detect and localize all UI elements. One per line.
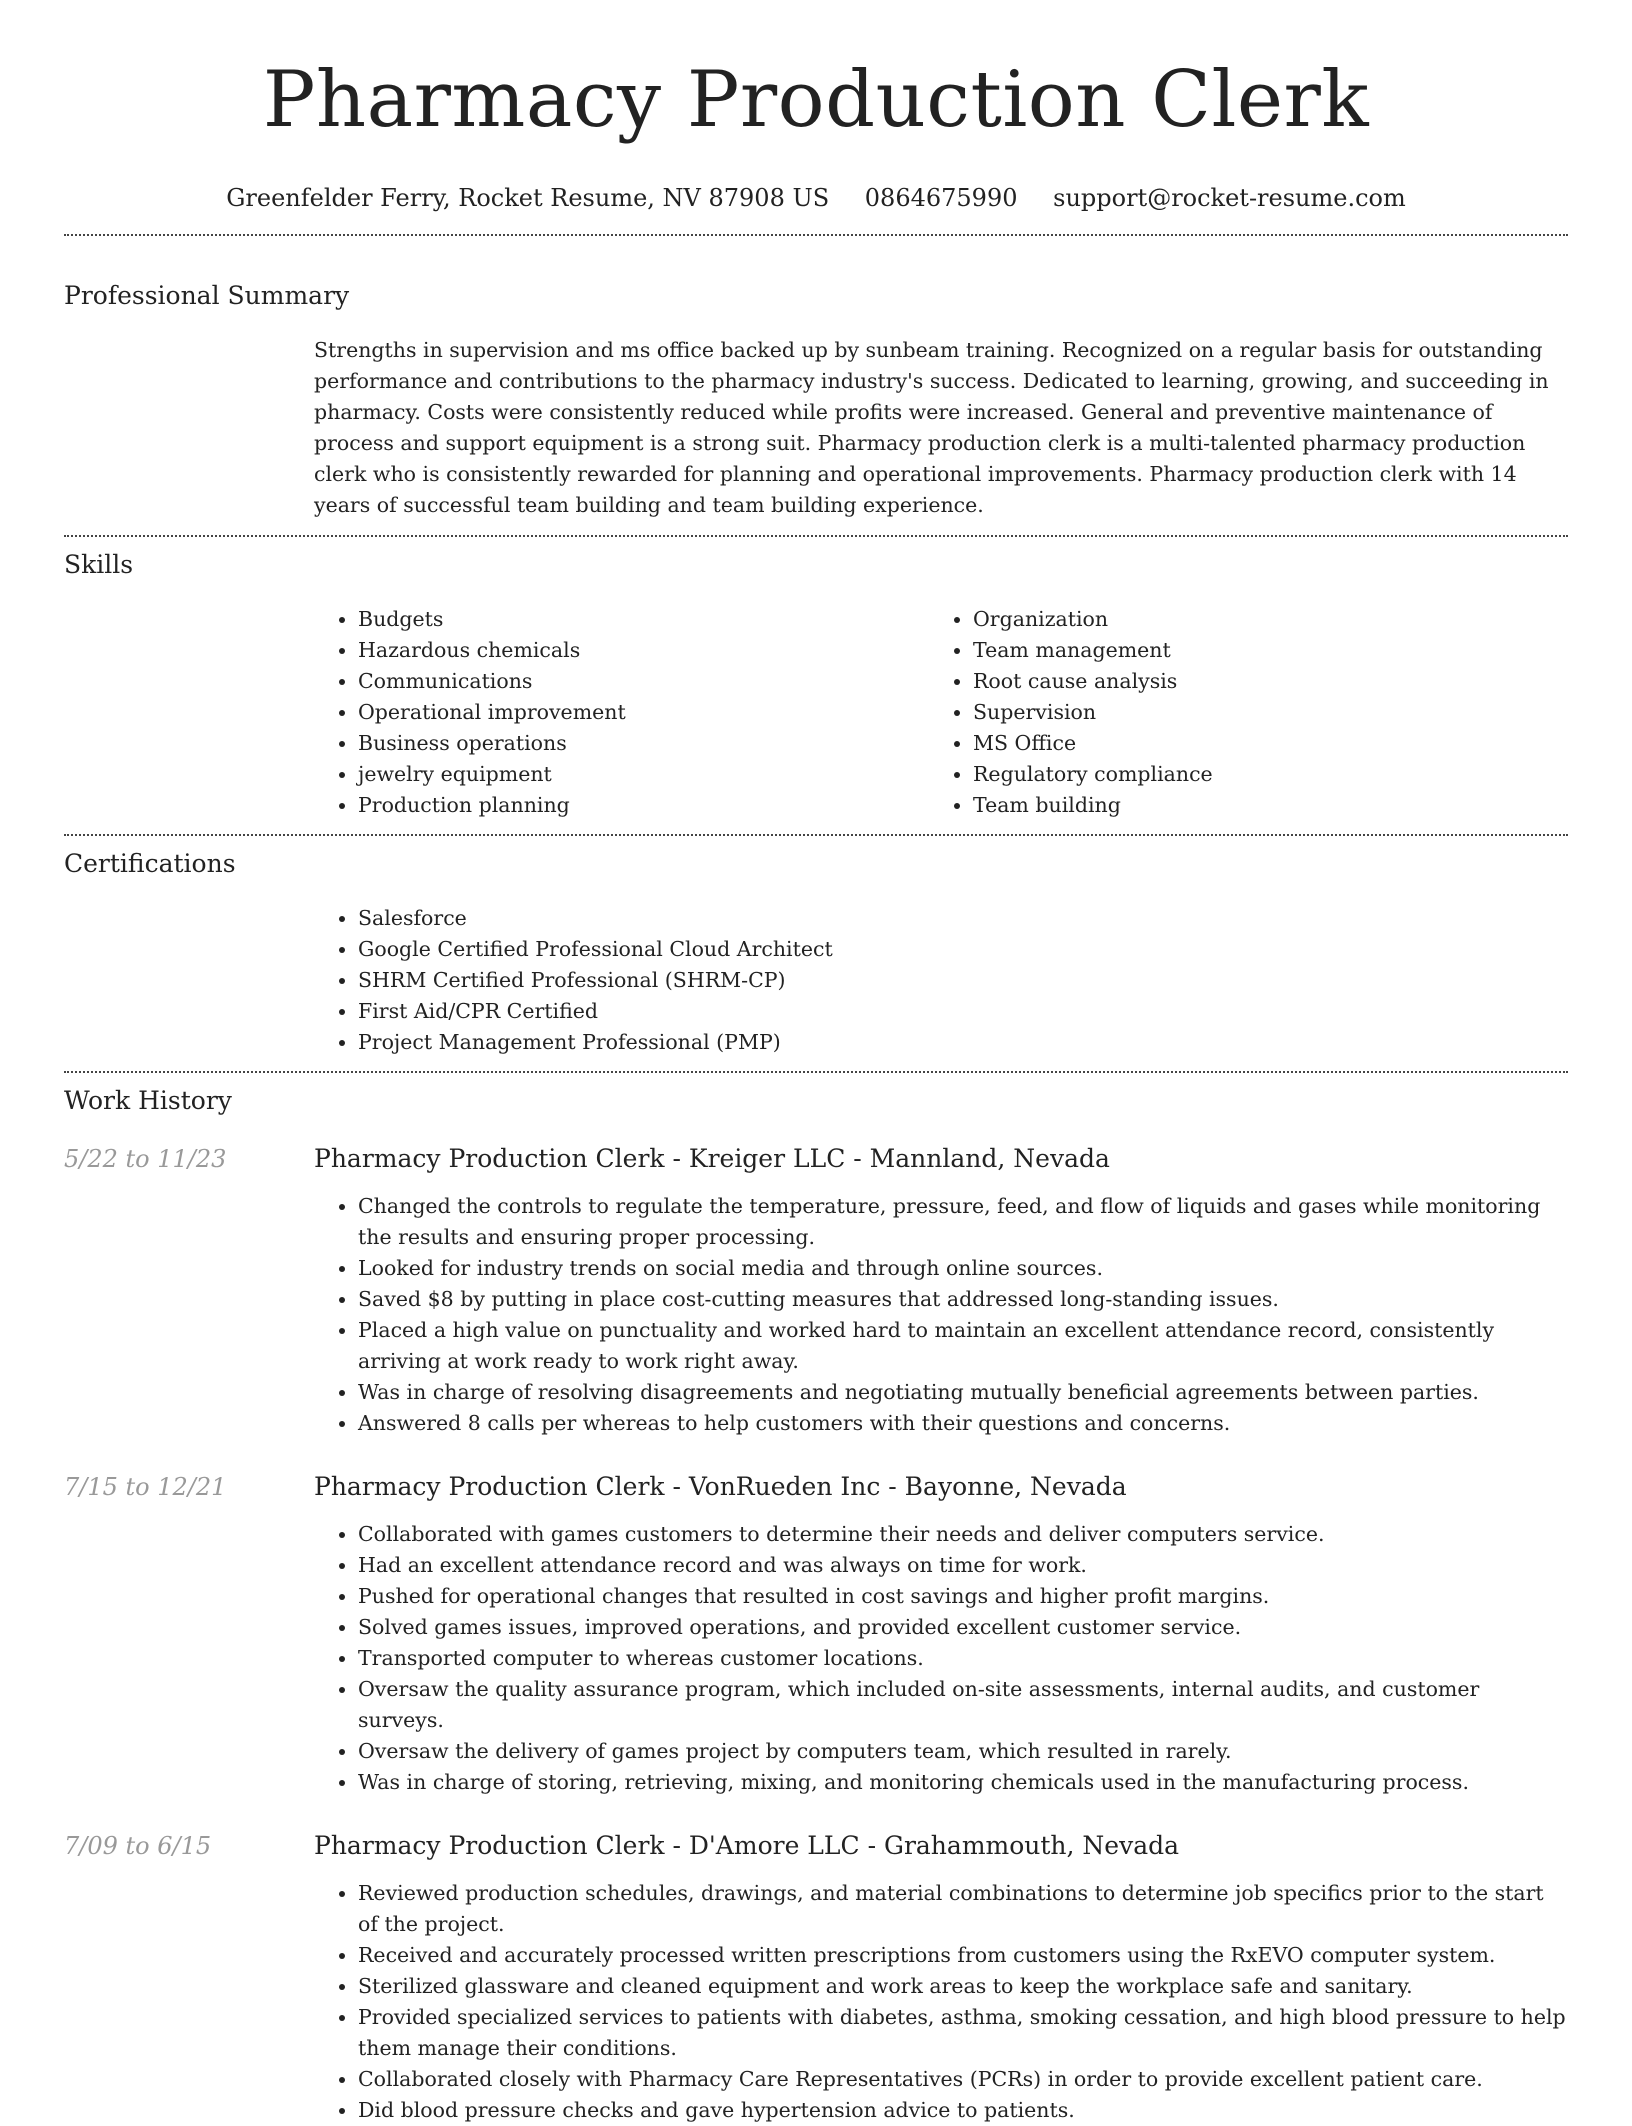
skill-item: • Team management [973, 635, 1544, 666]
job-bullet: • Collaborated with games customers to determine their needs and deliver computers service. [358, 1519, 1568, 1550]
certifications-section [64, 836, 1568, 1058]
job-bullet: • Placed a high value on punctuality and worked hard to maintain an excellent attendance record, consistently arriving at work ready to work right away. [358, 1315, 1568, 1377]
job-heading: Pharmacy Production Clerk - VonRueden Inc - Bayonne, Nevada [314, 1472, 1127, 1501]
skills-columns [314, 604, 1568, 821]
skill-item: • jewelry equipment [358, 759, 929, 790]
skill-item: • Team building [973, 790, 1544, 821]
skill-item: • Business operations [358, 728, 929, 759]
skills-left-column [314, 604, 929, 821]
job-entry [64, 1830, 1568, 2126]
skill-item: • Budgets [358, 604, 929, 635]
certification-item: • Project Management Professional (PMP) [358, 1027, 1568, 1058]
skill-item: • MS Office [973, 728, 1544, 759]
certification-item: • Salesforce [358, 903, 1568, 934]
skill-item: • Organization [973, 604, 1544, 635]
job-bullet: • Received and accurately processed written prescriptions from customers using the RxEVO computer system. [358, 1940, 1568, 1971]
job-bullet: • Pushed for operational changes that resulted in cost savings and higher profit margins. [358, 1581, 1568, 1612]
skill-item: • Hazardous chemicals [358, 635, 929, 666]
job-bullet: • Transported computer to whereas customer locations. [358, 1643, 1568, 1674]
job-bullets [314, 1191, 1568, 1439]
contact-line [64, 182, 1568, 214]
certifications-title: Certifications [64, 849, 236, 878]
summary-text: Strengths in supervision and ms office backed up by sunbeam training. Recognized on a regular basis for outstanding performance and contributions to the pharmacy industry's success. Dedicated to learning, growing, and succeeding in pharmacy. Costs were consistently reduced while profits were increased. General and preventive maintenance of process and support equipment is a strong suit. Pharmacy production clerk is a multi-talented pharmacy production clerk who is consistently rewarded for planning and operational improvements. Pharmacy production clerk with 14 years of successful team building and team building experience. [314, 338, 1549, 517]
job-bullet: • Did blood pressure checks and gave hypertension advice to patients. [358, 2095, 1568, 2126]
job-bullet: • Sterilized glassware and cleaned equipment and work areas to keep the workplace safe and sanitary. [358, 1971, 1568, 2002]
contact-address: Greenfelder Ferry, Rocket Resume, NV 87908 US [226, 184, 830, 212]
job-bullets [314, 1519, 1568, 1798]
job-bullet: • Provided specialized services to patients with diabetes, asthma, smoking cessation, and high blood pressure to help them manage their conditions. [358, 2002, 1568, 2064]
skill-item: • Production planning [358, 790, 929, 821]
job-bullet: • Reviewed production schedules, drawings, and material combinations to determine job specifics prior to the start of the project. [358, 1878, 1568, 1940]
job-bullet: • Answered 8 calls per whereas to help customers with their questions and concerns. [358, 1408, 1568, 1439]
skill-item: • Root cause analysis [973, 666, 1544, 697]
job-dates: 5/22 to 11/23 [64, 1145, 227, 1173]
job-heading: Pharmacy Production Clerk - Kreiger LLC - Mannland, Nevada [314, 1144, 1110, 1173]
certification-item: • First Aid/CPR Certified [358, 996, 1568, 1027]
job-bullet: • Oversaw the quality assurance program, which included on-site assessments, internal audits, and customer surveys. [358, 1674, 1568, 1736]
job-entry [64, 1471, 1568, 1798]
job-bullets [314, 1878, 1568, 2126]
work-history-section [64, 1073, 1568, 2126]
job-bullet: • Solved games issues, improved operations, and provided excellent customer service. [358, 1612, 1568, 1643]
job-heading: Pharmacy Production Clerk - D'Amore LLC - Grahammouth, Nevada [314, 1831, 1180, 1860]
job-bullet: • Was in charge of storing, retrieving, mixing, and monitoring chemicals used in the manufacturing process. [358, 1767, 1568, 1798]
contact-email: support@rocket-resume.com [1053, 184, 1406, 212]
skills-title: Skills [64, 550, 134, 579]
certifications-list [314, 903, 1568, 1058]
resume-name: Pharmacy Production Clerk [262, 55, 1370, 145]
skills-section [64, 537, 1568, 821]
job-bullet: • Had an excellent attendance record and was always on time for work. [358, 1550, 1568, 1581]
skill-item: • Communications [358, 666, 929, 697]
job-bullet: • Oversaw the delivery of games project by computers team, which resulted in rarely. [358, 1736, 1568, 1767]
job-bullet: • Collaborated closely with Pharmacy Care Representatives (PCRs) in order to provide excellent patient care. [358, 2064, 1568, 2095]
contact-phone: 0864675990 [864, 184, 1018, 212]
job-bullet: • Looked for industry trends on social media and through online sources. [358, 1253, 1568, 1284]
skill-item: • Supervision [973, 697, 1544, 728]
work-history-title: Work History [64, 1086, 232, 1115]
job-dates: 7/15 to 12/21 [64, 1473, 227, 1501]
job-entry [64, 1143, 1568, 1439]
job-bullet: • Was in charge of resolving disagreements and negotiating mutually beneficial agreements between parties. [358, 1377, 1568, 1408]
certification-item: • SHRM Certified Professional (SHRM-CP) [358, 965, 1568, 996]
job-bullet: • Changed the controls to regulate the temperature, pressure, feed, and flow of liquids and gases while monitoring the results and ensuring proper processing. [358, 1191, 1568, 1253]
summary-section [64, 236, 1568, 521]
job-bullet: • Saved $8 by putting in place cost-cutting measures that addressed long-standing issues. [358, 1284, 1568, 1315]
certification-item: • Google Certified Professional Cloud Architect [358, 934, 1568, 965]
skills-right-column [929, 604, 1544, 821]
skill-item: • Operational improvement [358, 697, 929, 728]
summary-title: Professional Summary [64, 281, 350, 310]
job-dates: 7/09 to 6/15 [64, 1832, 212, 1860]
skill-item: • Regulatory compliance [973, 759, 1544, 790]
